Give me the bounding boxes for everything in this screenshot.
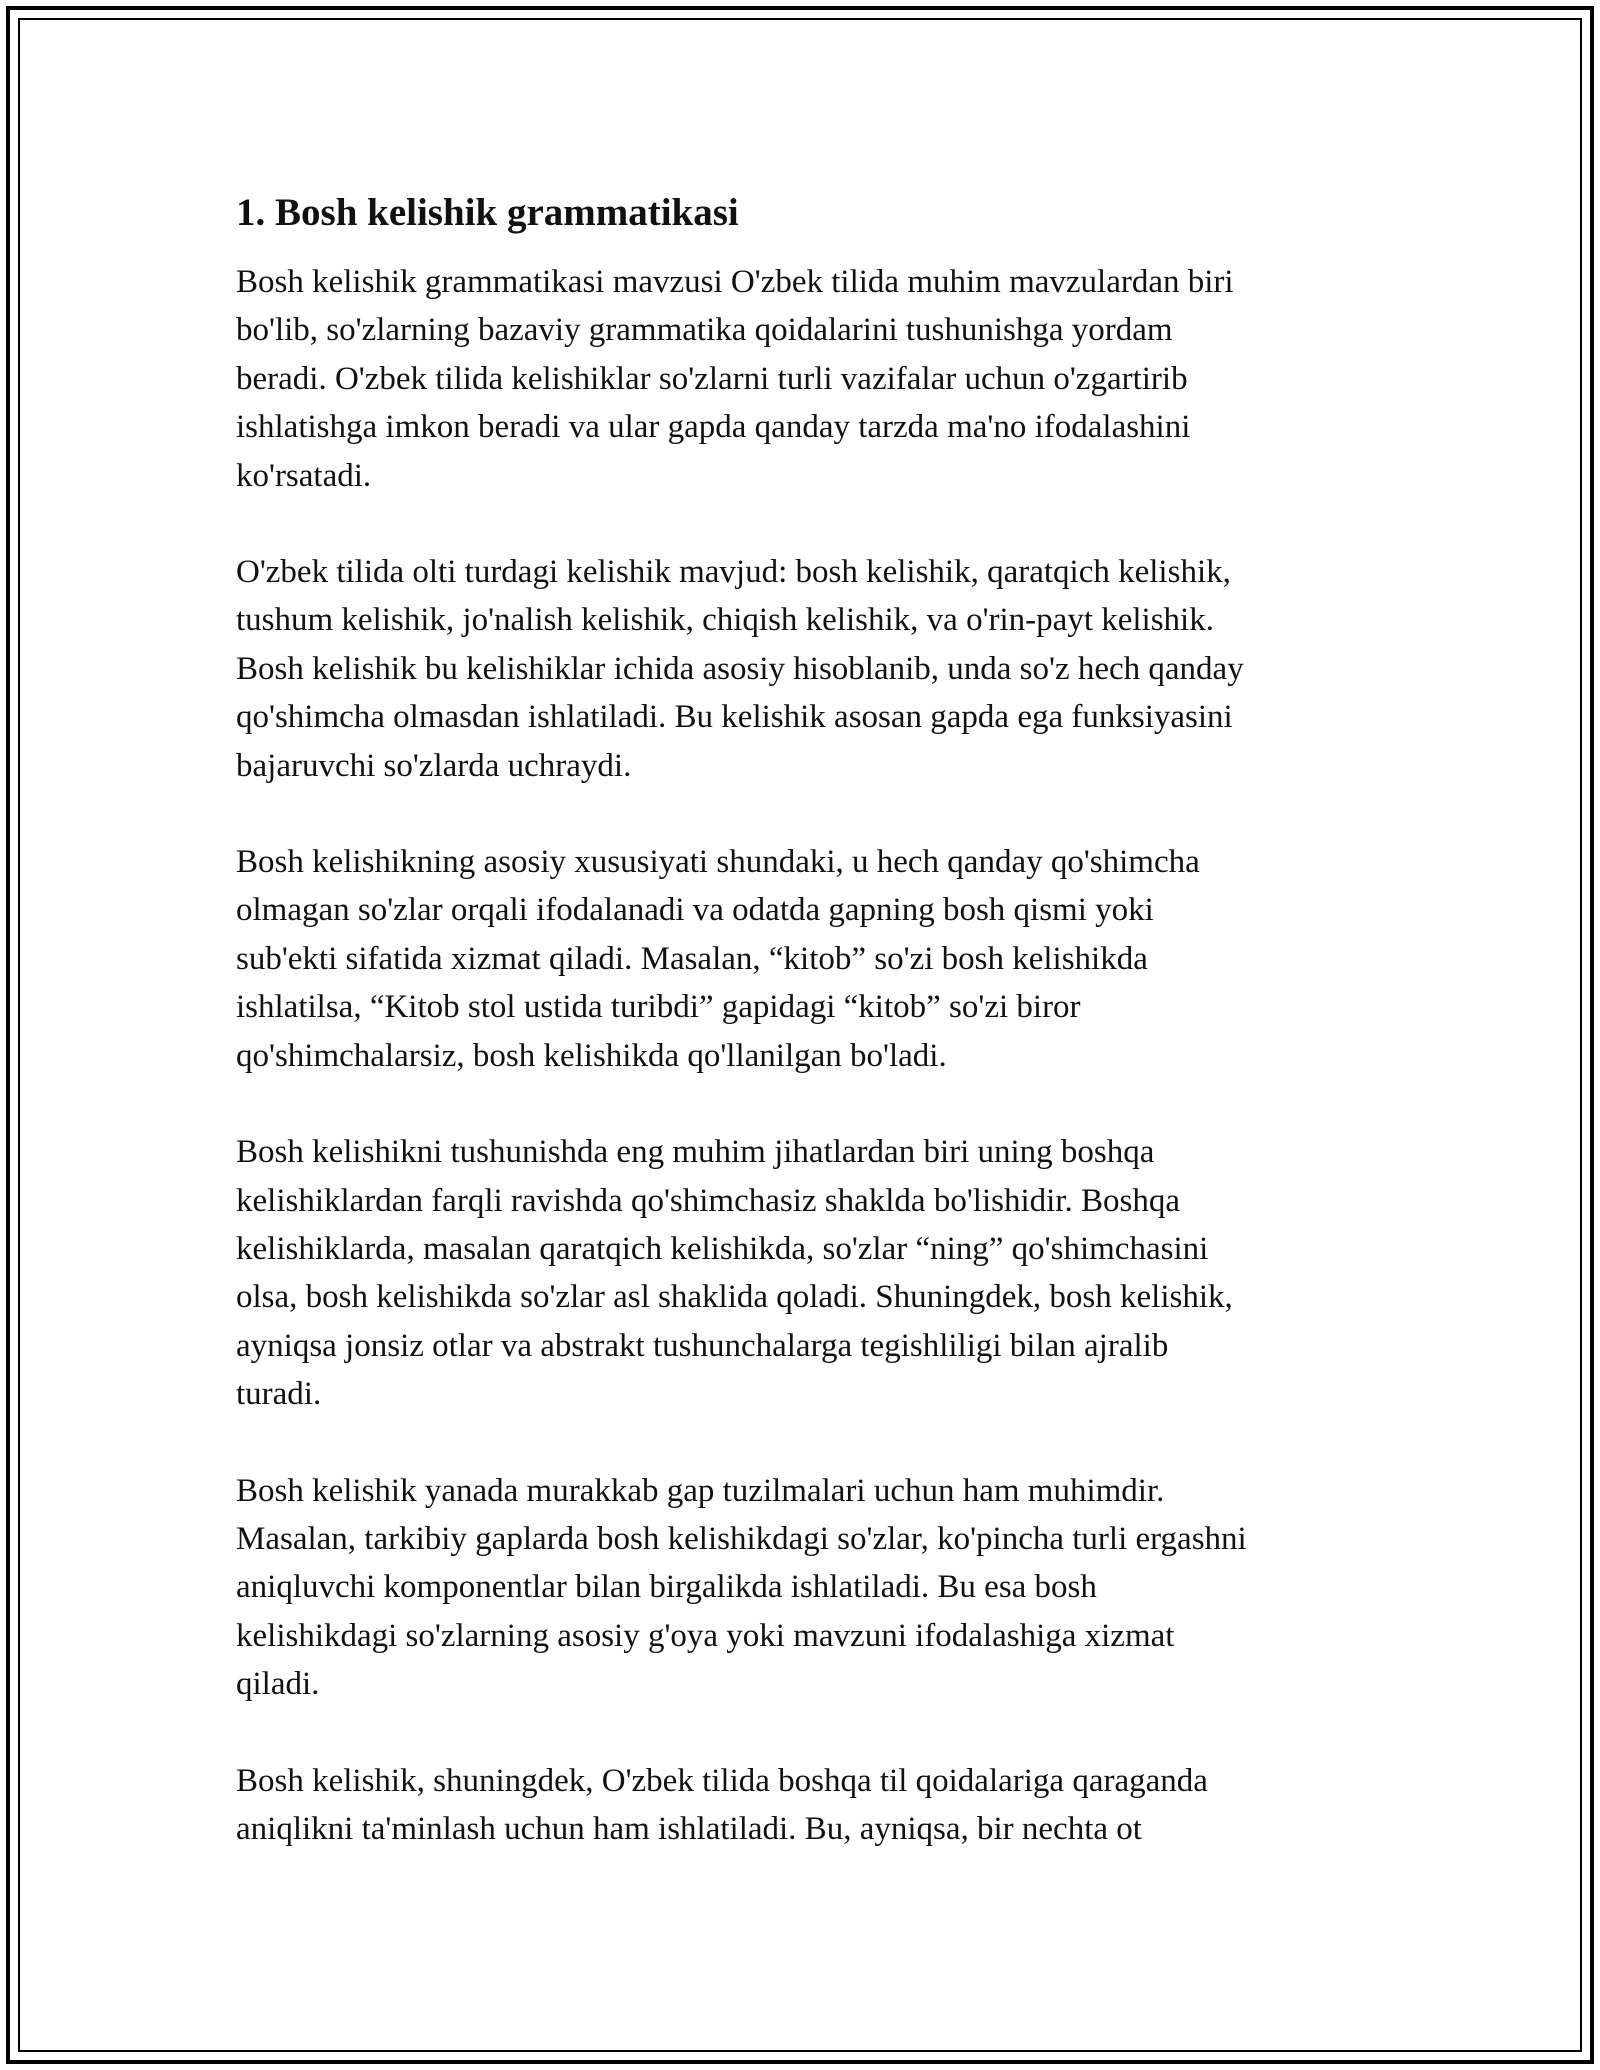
section-heading: 1. Bosh kelishik grammatikasi [236,191,739,234]
paragraph-line: Bosh kelishik bu kelishiklar ichida asosiy hisoblanib, unda so'z hech qanday [236,650,1244,687]
paragraph [236,1757,1386,1854]
paragraph [236,1467,1386,1709]
paragraph-line: kelishikdagi so'zlarning asosiy g'oya yoki mavzuni ifodalashiga xizmat [236,1617,1175,1654]
paragraph-line: sub'ekti sifatida xizmat qiladi. Masalan, “kitob” so'zi bosh kelishikda [236,940,1148,977]
paragraph-line: turadi. [236,1376,322,1413]
paragraph-line: kelishiklarda, masalan qaratqich kelishikda, so'zlar “ning” qo'shimchasini [236,1230,1209,1267]
paragraph-line: qo'shimcha olmasdan ishlatiladi. Bu kelishik asosan gapda ega funksiyasini [236,699,1233,736]
paragraph-line: bo'lib, so'zlarning bazaviy grammatika qoidalarini tushunishga yordam [236,312,1173,349]
paragraph-line: qiladi. [236,1666,320,1703]
paragraph-line: ishlatishga imkon beradi va ular gapda qanday tarzda ma'no ifodalashini [236,409,1191,446]
paragraph-line: ishlatilsa, “Kitob stol ustida turibdi” gapidagi “kitob” so'zi biror [236,989,1081,1026]
paragraph-line: bajaruvchi so'zlarda uchraydi. [236,747,632,784]
paragraph [236,838,1386,1080]
document-body [236,188,1386,1901]
paragraph-line: Bosh kelishik yanada murakkab gap tuzilmalari uchun ham muhimdir. [236,1472,1165,1509]
paragraph-line: ayniqsa jonsiz otlar va abstrakt tushunchalarga tegishliligi bilan ajralib [236,1327,1169,1364]
paragraph-line: Bosh kelishikning asosiy xususiyati shundaki, u hech qanday qo'shimcha [236,844,1200,881]
paragraph-line: ko'rsatadi. [236,457,372,494]
paragraph-line: qo'shimchalarsiz, bosh kelishikda qo'llanilgan bo'ladi. [236,1037,947,1074]
paragraph-list [236,258,1386,1853]
paragraph [236,548,1386,790]
paragraph-line: olmagan so'zlar orqali ifodalanadi va odatda gapning bosh qismi yoki [236,892,1154,929]
paragraph-line: beradi. O'zbek tilida kelishiklar so'zlarni turli vazifalar uchun o'zgartirib [236,360,1188,397]
paragraph [236,258,1386,500]
paragraph-line: Bosh kelishik grammatikasi mavzusi O'zbek tilida muhim mavzulardan biri [236,264,1234,300]
paragraph [236,1128,1386,1418]
paragraph-line: tushum kelishik, jo'nalish kelishik, chiqish kelishik, va o'rin-payt kelishik. [236,602,1214,639]
paragraph-line: aniqlikni ta'minlash uchun ham ishlatiladi. Bu, ayniqsa, bir nechta ot [236,1810,1142,1847]
paragraph-line: Masalan, tarkibiy gaplarda bosh kelishikdagi so'zlar, ko'pincha turli ergashni [236,1520,1247,1557]
paragraph-line: kelishiklardan farqli ravishda qo'shimchasiz shaklda bo'lishidir. Boshqa [236,1182,1180,1219]
paragraph-line: O'zbek tilida olti turdagi kelishik mavjud: bosh kelishik, qaratqich kelishik, [236,554,1231,591]
paragraph-line: olsa, bosh kelishikda so'zlar asl shaklida qoladi. Shuningdek, bosh kelishik, [236,1279,1233,1316]
paragraph-line: aniqluvchi komponentlar bilan birgalikda ishlatiladi. Bu esa bosh [236,1569,1097,1606]
paragraph-line: Bosh kelishik, shuningdek, O'zbek tilida boshqa til qoidalariga qaraganda [236,1762,1208,1799]
paragraph-line: Bosh kelishikni tushunishda eng muhim jihatlardan biri uning boshqa [236,1134,1155,1171]
